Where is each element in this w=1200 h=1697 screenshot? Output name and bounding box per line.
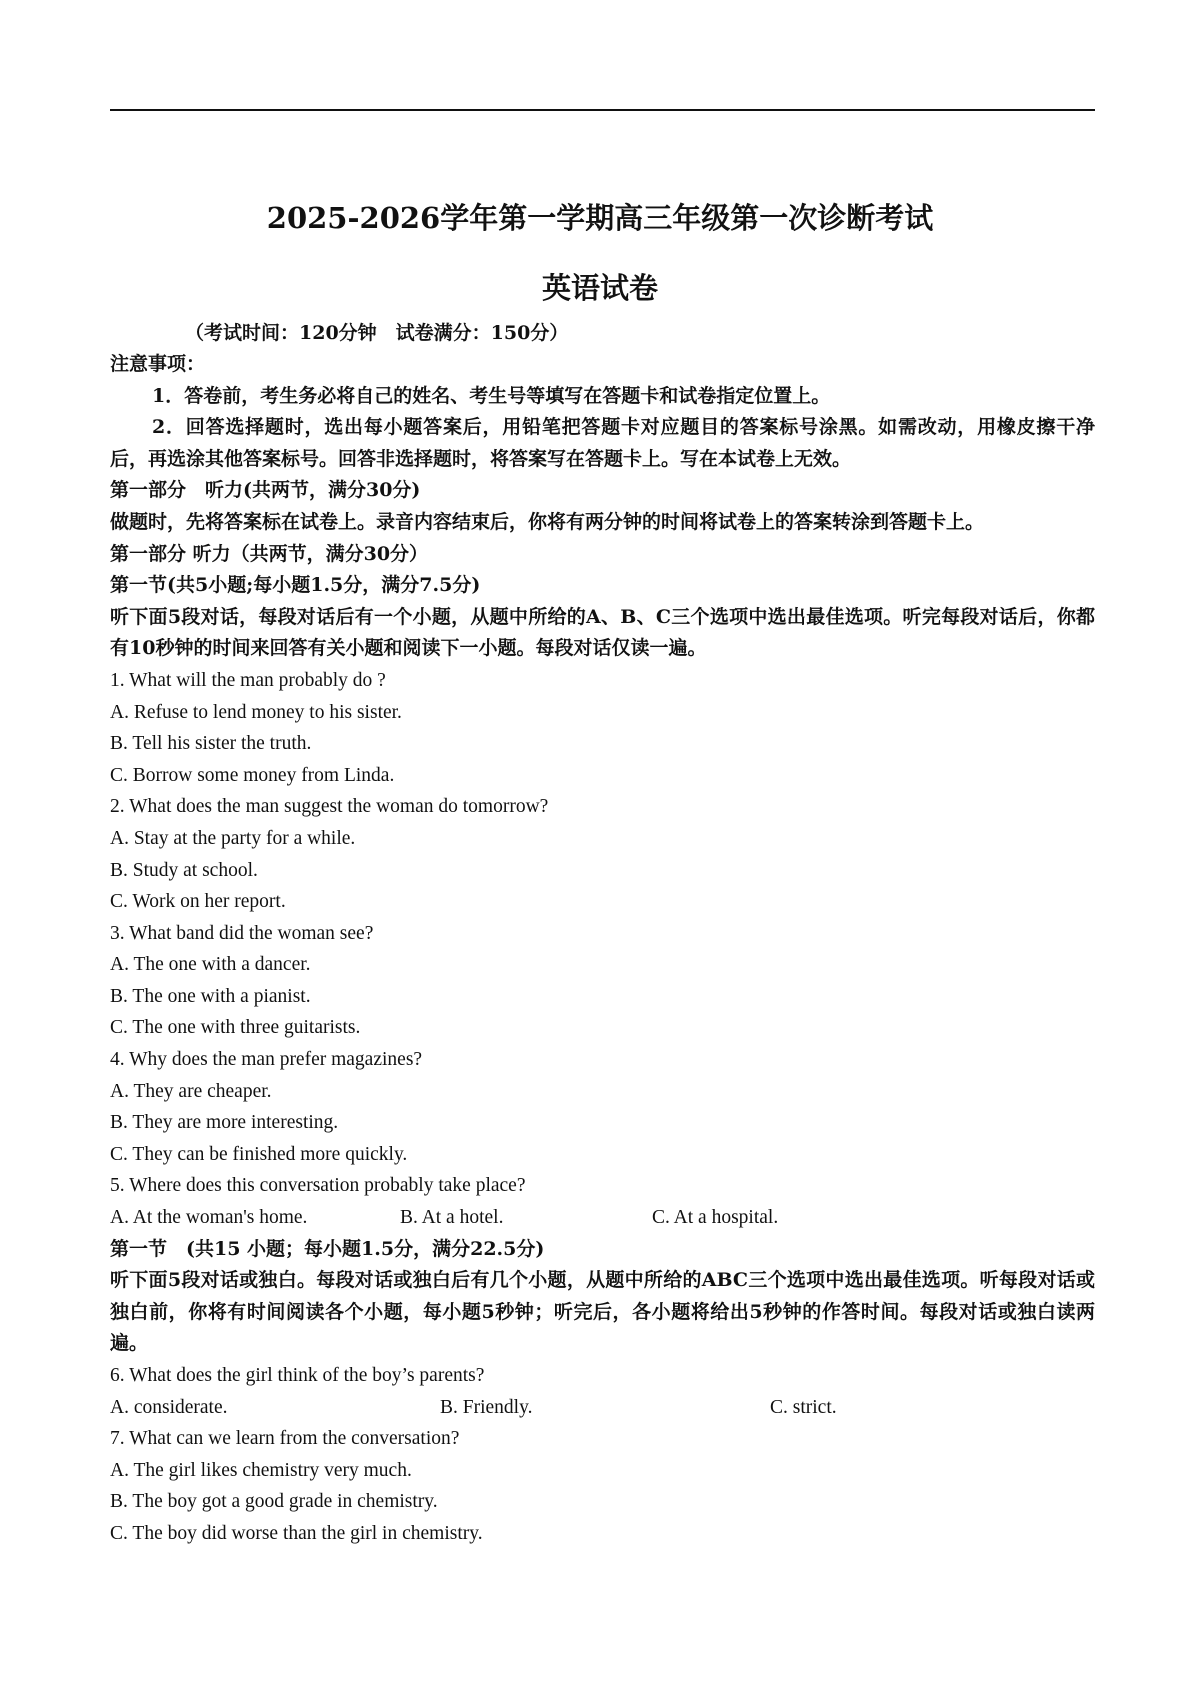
exam-title: 2025-2026学年第一学期高三年级第一次诊断考试 xyxy=(266,201,934,235)
option-4c: C. They can be finished more quickly. xyxy=(110,1143,408,1165)
question-1: 1. What will the man probably do ? xyxy=(110,669,386,691)
part1-heading-repeat: 第一部分 听力（共两节，满分30分） xyxy=(110,542,429,565)
section1-instruction: 听下面5段对话，每段对话后有一个小题，从题中所给的A、B、C三个选项中选出最佳选项。听完每段对话后，你都有10秒钟的时间来回答有关小题和阅读下一小题。每段对话仅读一遍。 xyxy=(110,605,1095,660)
notice-item-1: 1．答卷前，考生务必将自己的姓名、考生号等填写在答题卡和试卷指定位置上。 xyxy=(152,384,831,407)
section2-instruction: 听下面5段对话或独白。每段对话或独白后有几个小题，从题中所给的ABC三个选项中选出最佳选项。听每段对话或独白前，你将有时间阅读各个小题，每小题5秒钟；听完后，各小题将给出5秒钟的作答时间。每段对话或独白读两遍。 xyxy=(110,1269,1095,1355)
part1-instruction: 做题时，先将答案标在试卷上。录音内容结束后，你将有两分钟的时间将试卷上的答案转涂到答题卡上。 xyxy=(110,510,985,533)
option-7c: C. The boy did worse than the girl in chemistry. xyxy=(110,1522,483,1544)
question-2: 2. What does the man suggest the woman do tomorrow? xyxy=(110,796,549,818)
option-6b: B. Friendly. xyxy=(440,1396,533,1418)
question-4: 4. Why does the man prefer magazines? xyxy=(110,1049,423,1071)
option-2a: A. Stay at the party for a while. xyxy=(110,827,356,849)
option-3b: B. The one with a pianist. xyxy=(110,985,311,1007)
notice-item-2: 2．回答选择题时，选出每小题答案后，用铅笔把答题卡对应题目的答案标号涂黑。如需改动，用橡皮擦干净后，再选涂其他答案标号。回答非选择题时，将答案写在答题卡上。写在本试卷上无效。 xyxy=(110,416,1095,470)
option-7b: B. The boy got a good grade in chemistry. xyxy=(110,1491,438,1513)
option-5c: C. At a hospital. xyxy=(652,1207,779,1229)
header-rule xyxy=(110,109,1095,111)
exam-info: （考试时间：120分钟 试卷满分：150分） xyxy=(185,322,569,344)
section1-heading: 第一节(共5小题;每小题1.5分，满分7.5分) xyxy=(110,574,481,597)
question-3: 3. What band did the woman see? xyxy=(110,922,374,944)
question-5: 5. Where does this conversation probably take place? xyxy=(110,1175,526,1197)
options-row-6 xyxy=(110,1392,1095,1424)
option-1c: C. Borrow some money from Linda. xyxy=(110,764,395,786)
options-row-5 xyxy=(110,1202,1095,1234)
part1-heading: 第一部分 听力(共两节，满分30分) xyxy=(110,479,421,502)
option-5a: A. At the woman's home. xyxy=(110,1207,308,1229)
option-2c: C. Work on her report. xyxy=(110,891,286,913)
option-5b: B. At a hotel. xyxy=(400,1207,504,1229)
option-3a: A. The one with a dancer. xyxy=(110,954,311,976)
notice-heading: 注意事项： xyxy=(110,353,206,375)
option-7a: A. The girl likes chemistry very much. xyxy=(110,1459,412,1481)
exam-content xyxy=(110,349,1095,1550)
option-1a: A. Refuse to lend money to his sister. xyxy=(110,701,402,723)
question-6: 6. What does the girl think of the boy’s parents? xyxy=(110,1365,485,1386)
option-2b: B. Study at school. xyxy=(110,859,258,881)
section2-heading: 第一节 (共15 小题；每小题1.5分，满分22.5分) xyxy=(110,1237,545,1260)
option-6c: C. strict. xyxy=(770,1396,837,1418)
question-7: 7. What can we learn from the conversation? xyxy=(110,1428,460,1450)
option-1b: B. Tell his sister the truth. xyxy=(110,733,312,755)
exam-subtitle: 英语试卷 xyxy=(541,271,658,305)
option-6a: A. considerate. xyxy=(110,1396,228,1418)
option-3c: C. The one with three guitarists. xyxy=(110,1017,361,1039)
option-4b: B. They are more interesting. xyxy=(110,1112,339,1134)
option-4a: A. They are cheaper. xyxy=(110,1080,272,1102)
